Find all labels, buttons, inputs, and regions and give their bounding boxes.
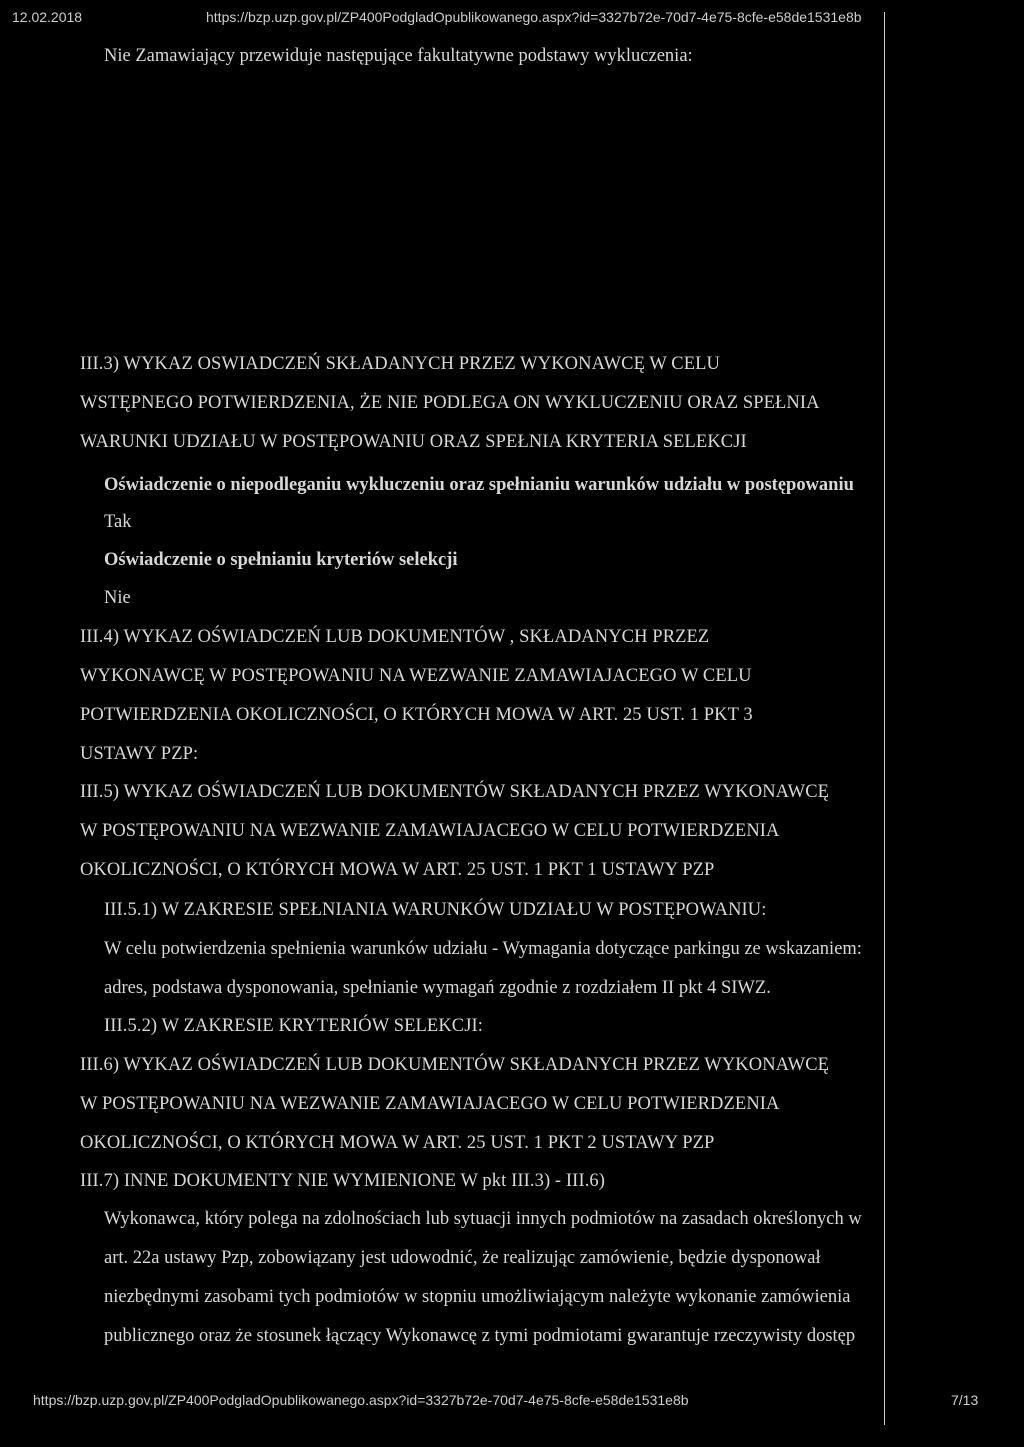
text-line: W celu potwierdzenia spełnienia warunków udziału - Wymagania dotyczące parkingu ze wskazaniem: (104, 939, 862, 959)
section-heading: III.6) WYKAZ OŚWIADCZEŃ LUB DOKUMENTÓW SKŁADANYCH PRZEZ WYKONAWCĘ (80, 1055, 830, 1075)
section-heading: OKOLICZNOŚCI, O KTÓRYCH MOWA W ART. 25 UST. 1 PKT 1 USTAWY PZP (80, 860, 715, 880)
text-line: Nie Zamawiający przewiduje następujące fakultatywne podstawy wykluczenia: (104, 46, 693, 66)
text-line: adres, podstawa dysponowania, spełnianie wymagań zgodnie z rozdziałem II pkt 4 SIWZ. (104, 978, 771, 998)
subsection-heading: III.5.1) W ZAKRESIE SPEŁNIANIA WARUNKÓW UDZIAŁU W POSTĘPOWANIU: (104, 900, 767, 920)
section-heading: W POSTĘPOWANIU NA WEZWANIE ZAMAWIAJACEGO W CELU POTWIERDZENIA (80, 821, 780, 841)
section-heading: III.3) WYKAZ OSWIADCZEŃ SKŁADANYCH PRZEZ WYKONAWCĘ W CELU (80, 354, 721, 374)
footer-url[interactable]: https://bzp.uzp.gov.pl/ZP400PodgladOpublikowanego.aspx?id=3327b72e-70d7-4e75-8cfe-e58de1531e8b (33, 1392, 689, 1408)
text-line: art. 22a ustawy Pzp, zobowiązany jest udowodnić, że realizując zamówienie, będzie dysponował (104, 1248, 821, 1268)
section-heading: III.4) WYKAZ OŚWIADCZEŃ LUB DOKUMENTÓW , SKŁADANYCH PRZEZ (80, 627, 710, 647)
header-date: 12.02.2018 (12, 9, 83, 25)
vertical-rule (884, 12, 885, 1425)
section-heading: W POSTĘPOWANIU NA WEZWANIE ZAMAWIAJACEGO W CELU POTWIERDZENIA (80, 1094, 780, 1114)
section-heading: III.7) INNE DOKUMENTY NIE WYMIENIONE W pkt III.3) - III.6) (80, 1171, 606, 1191)
field-value: Nie (104, 588, 131, 608)
text-line: publicznego oraz że stosunek łączący Wykonawcę z tymi podmiotami gwarantuje rzeczywisty dostęp (104, 1326, 856, 1346)
footer-page-number: 7/13 (951, 1392, 979, 1408)
field-label: Oświadczenie o niepodleganiu wykluczeniu oraz spełnianiu warunków udziału w postępowaniu (104, 475, 854, 495)
section-heading: OKOLICZNOŚCI, O KTÓRYCH MOWA W ART. 25 UST. 1 PKT 2 USTAWY PZP (80, 1133, 715, 1153)
section-heading: WSTĘPNEGO POTWIERDZENIA, ŻE NIE PODLEGA ON WYKLUCZENIU ORAZ SPEŁNIA (80, 393, 820, 413)
section-heading: WYKONAWCĘ W POSTĘPOWANIU NA WEZWANIE ZAMAWIAJACEGO W CELU (80, 666, 752, 686)
text-line: niezbędnymi zasobami tych podmiotów w stopniu umożliwiającym należyte wykonanie zamówienia (104, 1287, 851, 1307)
subsection-heading: III.5.2) W ZAKRESIE KRYTERIÓW SELEKCJI: (104, 1016, 484, 1036)
section-heading: WARUNKI UDZIAŁU W POSTĘPOWANIU ORAZ SPEŁNIA KRYTERIA SELEKCJI (80, 432, 747, 452)
section-heading: III.5) WYKAZ OŚWIADCZEŃ LUB DOKUMENTÓW SKŁADANYCH PRZEZ WYKONAWCĘ (80, 782, 830, 802)
header-url[interactable]: https://bzp.uzp.gov.pl/ZP400PodgladOpublikowanego.aspx?id=3327b72e-70d7-4e75-8cfe-e58de1531e8b (206, 9, 862, 25)
text-line: Wykonawca, który polega na zdolnościach lub sytuacji innych podmiotów na zasadach określonych w (104, 1209, 862, 1229)
field-value: Tak (104, 512, 132, 532)
section-heading: POTWIERDZENIA OKOLICZNOŚCI, O KTÓRYCH MOWA W ART. 25 UST. 1 PKT 3 (80, 705, 753, 725)
section-heading: USTAWY PZP: (80, 744, 199, 764)
field-label: Oświadczenie o spełnianiu kryteriów selekcji (104, 550, 458, 570)
